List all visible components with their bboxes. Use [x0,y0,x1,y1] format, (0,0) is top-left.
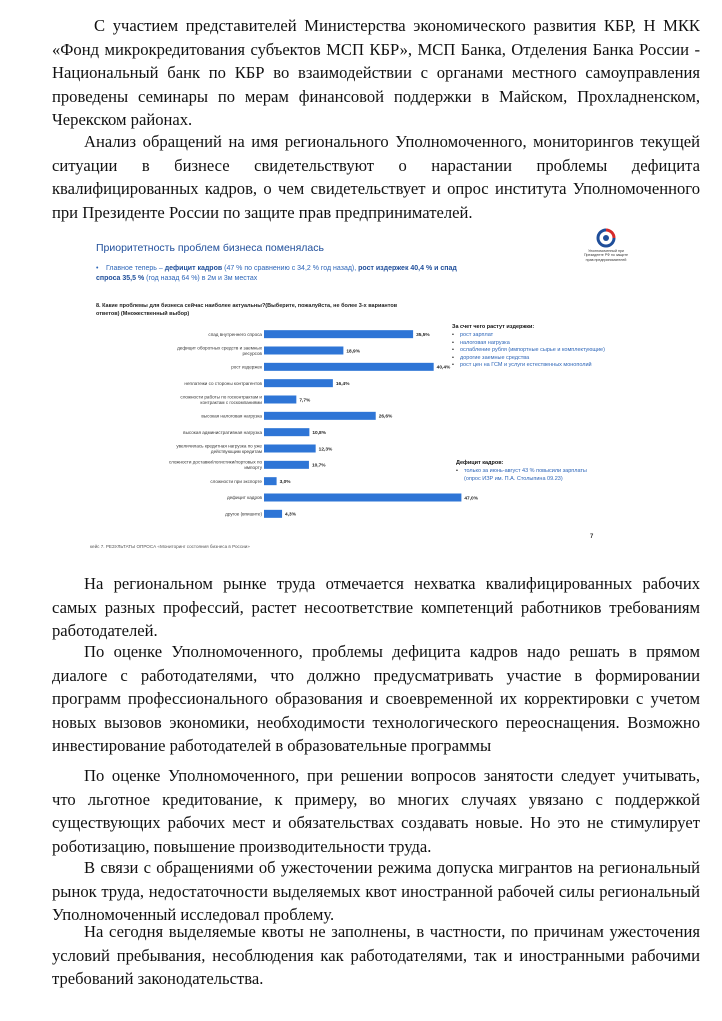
paragraph-migrants: В связи с обращениями об ужесточении режима допуска мигрантов на региональный рынок труда, недостаточности выделяемых квот иностранной рабочей силы региональный Уполномоченный исследовал проблему. [52,858,700,924]
category-label: дефицит оборотных средств и заемных ресурсов [177,345,262,356]
bar [264,347,343,355]
logo-emblem-icon [596,228,616,248]
category-label: сложности доставки/логистики/портовых по импорту [168,459,262,471]
category-label: дефицит кадров [226,495,262,501]
headline-part-3: (год назад 64 %) в 2м и 3м местах [144,275,258,282]
costs-list [452,332,612,370]
costs-item: • ослабление рубля (импортные сырье и комплектующие) [452,347,612,355]
deficit-title: Дефицит кадров: [456,460,504,466]
category-label: другое (впишите) [225,511,262,517]
value-label: 7,7% [299,398,311,404]
bar [264,428,309,436]
bar [264,379,333,387]
deficit-list [456,468,596,483]
staff-deficit-box [456,460,596,483]
value-label: 3,0% [279,479,291,485]
costs-item: • рост зарплат [452,332,612,340]
paragraph-employer-dialogue: По оценке Уполномоченного, проблемы дефицита кадров надо решать в прямом диалоге с работодателями, что должно предусматривать участие в формировании программ профессионального образования и своевременной их корректировки с учетом новых вызовов экономики, необходимости технологического переоснащения. Возможно инвестирование работодателей в образовательные программы [52,642,700,755]
paragraph-seminars: С участием представителей Министерства экономического развития КБР, Н МКК «Фонд микрокредитования субъектов МСП КБР», МСП Банка, Отделения Банка России - Национальный банк по КБР во взаимодействии с органами местного самоуправления проведены семинары по мерам финансовой поддержки в Майском, Прохладненском, Черекском районах. [52,16,700,129]
category-label: высокая административная нагрузка [183,429,262,435]
bar [264,461,309,469]
headline-bold-2: рост издержек 40,4 % и спад спроса 35,5 % [96,265,457,282]
survey-slide [84,222,636,556]
slide-page-number: 7 [590,534,594,540]
category-label: неплатежи со стороны контрагентов [184,380,262,386]
survey-question: 8. Какие проблемы для бизнеса сейчас наиболее актуальны?(Выберите, пожалуйста, не более 3-х вариантов ответов) (Множественный выбор) [96,303,398,317]
headline-bold-1: дефицит кадров [164,265,223,272]
bar [264,396,296,404]
value-label: 35,5% [416,332,430,338]
bar [264,510,282,518]
category-label: сложности при экспорте [210,478,262,484]
costs-item: • рост цен на ГСМ и услуги естественных монополий [452,362,612,370]
bar [264,477,277,485]
paragraph-employment: По оценке Уполномоченного, при решении вопросов занятости следует учитывать, что льготное кредитование, к примеру, во многих случаях увязано с поддержкой существующих рабочих мест и обязательствах создавать новые. Но это не стимулирует роботизацию, повышение производительности труда. [52,766,700,856]
value-label: 18,9% [346,349,360,355]
logo-caption: Уполномоченный при Президенте РФ по защите прав предпринимателей [583,249,629,262]
bar [264,330,413,338]
category-label: сложности работы по госконтрактам и контрактам с госкомпаниями [180,394,262,405]
value-label: 10,7% [311,463,326,469]
value-label: 26,6% [378,414,393,420]
category-label: спад внутреннего спроса [208,331,262,337]
bar [264,494,461,502]
category-label: увеличилась кредитная нагрузка по уже действующим кредитам [176,443,262,454]
value-label: 47,0% [464,496,479,502]
headline-part-1: Главное теперь – [106,265,165,272]
deficit-item: • только за июнь-август 43 % повысили зарплаты (опрос ИЗР им. П.А. Столыпина 09.23) [456,468,596,483]
value-label: 12,3% [318,447,333,453]
category-label: рост издержек [231,364,262,370]
bar [264,363,434,371]
bar [264,412,376,420]
costs-title: За счет чего растут издержки: [452,324,535,330]
bar [264,445,316,453]
slide-headline: • Главное теперь – дефицит кадров (47 % по сравнению с 34,2 % год назад), рост издержек 40,4 % и спад спроса 35,5 % (год назад 64 %) в 2м и 3м местах [96,265,457,282]
headline-part-2: (47 % по сравнению с 34,2 % год назад), [222,265,359,272]
ombudsman-logo [580,228,632,262]
costs-item: • налоговая нагрузка [452,340,612,348]
value-label: 4,3% [285,512,296,518]
costs-item: • дорогие заемные средства [452,355,612,363]
category-label: высокая налоговая нагрузка [201,413,262,419]
value-label: 40,4% [436,365,451,371]
value-label: 10,8% [312,430,326,436]
paragraph-labor-market: На региональном рынке труда отмечается нехватка квалифицированных рабочих самых разных профессий, растет несоответствие компетенций работников требованиям работодателей. [52,574,700,640]
value-label: 16,4% [335,381,350,387]
slide-title: Приоритетность проблем бизнеса поменялась [96,242,324,254]
slide-footer: кейс 7. РЕЗУЛЬТАТЫ ОПРОСА «Мониторинг состояния бизнеса в России» [90,544,250,549]
paragraph-quotas: На сегодня выделяемые квоты не заполнены, в частности, по причинам ужесточения условий пребывания, несоблюдения как работодателями, так и иностранными рабочими требований законодательства. [52,922,700,988]
costs-box [452,324,612,370]
paragraph-staff-shortage-analysis: Анализ обращений на имя регионального Уполномоченного, мониторингов текущей ситуации в бизнесе свидетельствуют о нарастании проблемы дефицита квалифицированных кадров, о чем свидетельствует и опрос института Уполномоченного при Президенте России по защите прав предпринимателей. [52,132,700,222]
